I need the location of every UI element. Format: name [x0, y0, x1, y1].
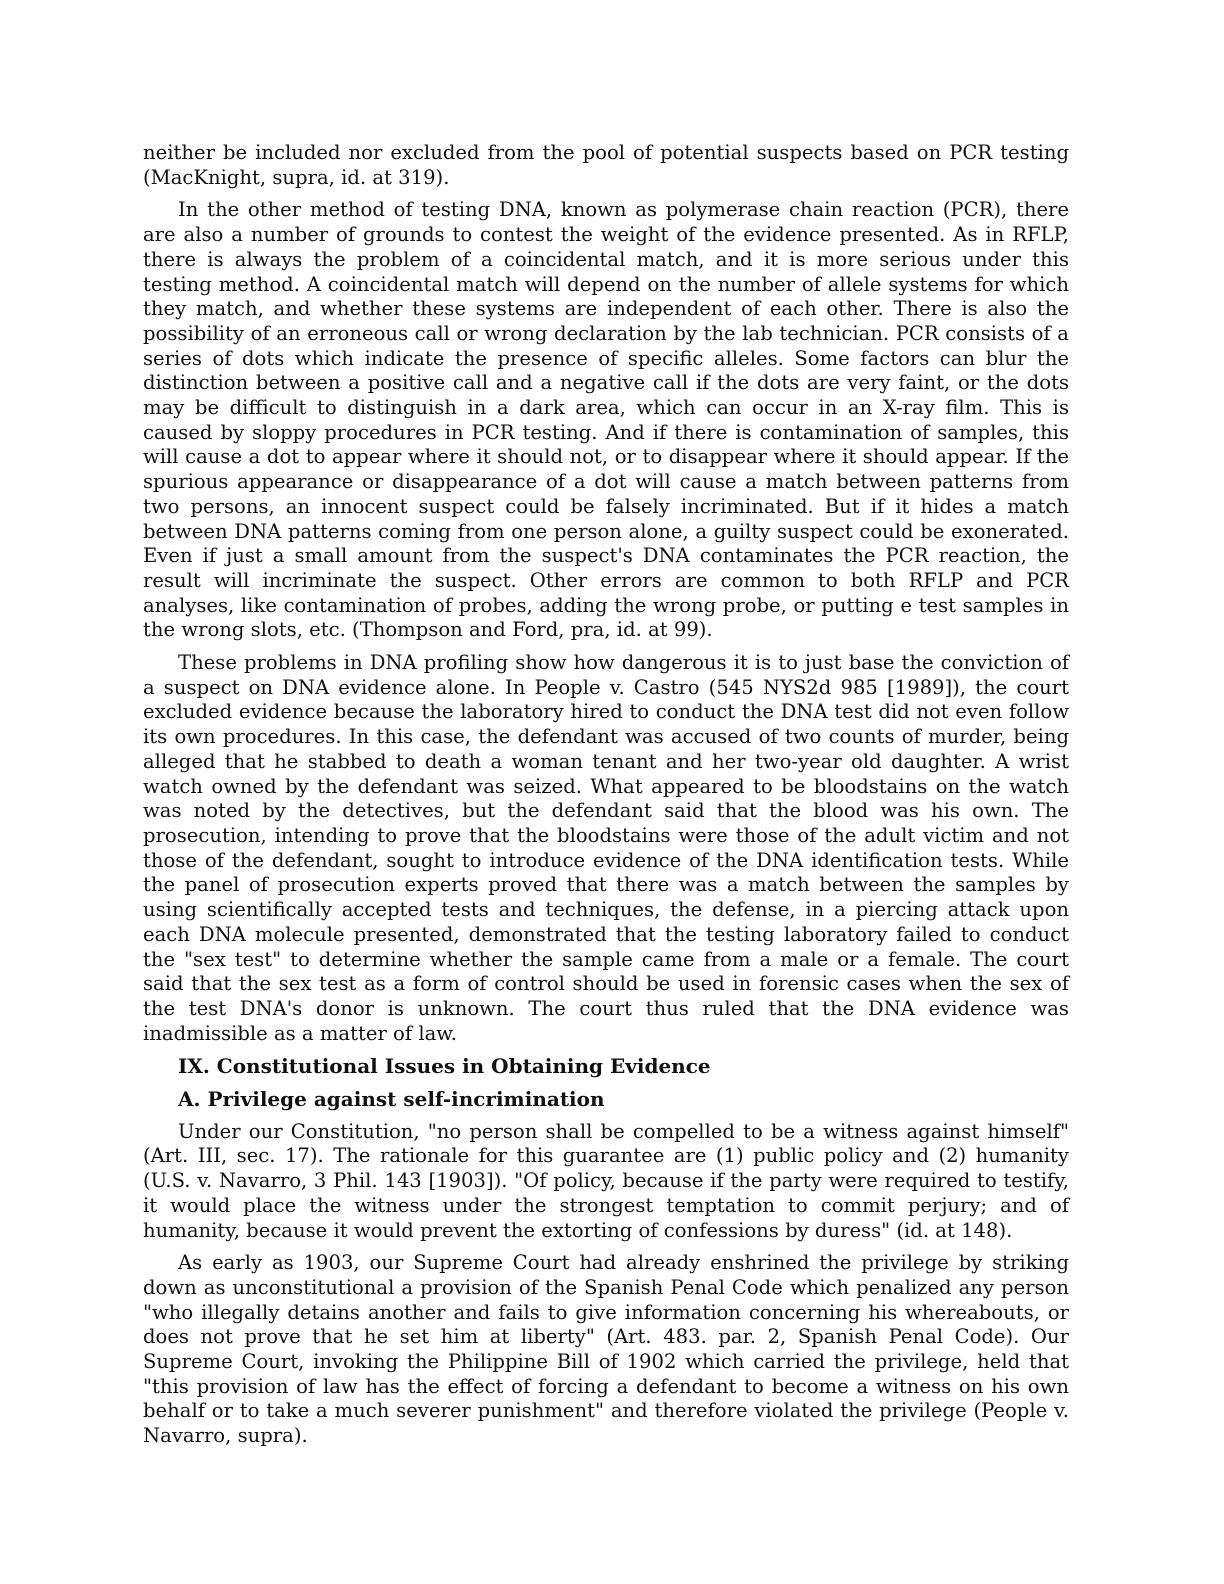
paragraph-early-precedent: As early as 1903, our Supreme Court had already enshrined the privilege by striking down as unconstitutional a provision of the Spanish Penal Code which penalized any person "who illegally detains another and fails to give information concerning his whereabouts, or does not prove that he set him at liberty" (Art. 483. par. 2, Spanish Penal Code). Our Supreme Court, invoking the Philippine Bill of 1902 which carried the privilege, held that "this provision of law has the effect of forcing a defendant to become a witness on his own behalf or to take a much severer punishment" and therefore violated the privilege (People v. Navarro, supra).	[143, 1251, 1069, 1448]
paragraph-constitution: Under our Constitution, "no person shall be compelled to be a witness against himself" (Art. III, sec. 17). The rationale for this guarantee are (1) public policy and (2) humanity (U.S. v. Navarro, 3 Phil. 143 [1903]). "Of policy, because if the party were required to testify, it would place the witness under the strongest temptation to commit perjury; and of humanity, because it would prevent the extorting of confessions by duress" (id. at 148).	[143, 1119, 1069, 1242]
section-heading: IX. Constitutional Issues in Obtaining Evidence	[178, 1054, 711, 1079]
document-page	[143, 141, 1069, 1457]
paragraph-dna-profiling-problems: These problems in DNA profiling show how dangerous it is to just base the conviction of a suspect on DNA evidence alone. In People v. Castro (545 NYS2d 985 [1989]), the court excluded evidence because the laboratory hired to conduct the DNA test did not even follow its own procedures. In this case, the defendant was accused of two counts of murder, being alleged that he stabbed to death a woman tenant and her two-year old daughter. A wrist watch owned by the defendant was seized. What appeared to be bloodstains on the watch was noted by the detectives, but the defendant said that the blood was his own. The prosecution, intending to prove that the bloodstains were those of the adult victim and not those of the defendant, sought to introduce evidence of the DNA identification tests. While the panel of prosecution experts proved that there was a match between the samples by using scientifically accepted tests and techniques, the defense, in a piercing attack upon each DNA molecule presented, demonstrated that the testing laboratory failed to conduct the "sex test" to determine whether the sample came from a male or a female. The court said that the sex test as a form of control should be used in forensic cases when the sex of the test DNA's donor is unknown. The court thus ruled that the DNA evidence was inadmissible as a matter of law.	[143, 651, 1069, 1045]
paragraph-continuation: neither be included nor excluded from the pool of potential suspects based on PCR testing (MacKnight, supra, id. at 319).	[143, 141, 1069, 189]
subsection-heading: A. Privilege against self-incrimination	[178, 1087, 605, 1112]
paragraph-pcr-testing: In the other method of testing DNA, known as polymerase chain reaction (PCR), there are also a number of grounds to contest the weight of the evidence presented. As in RFLP, there is always the problem of a coincidental match, and it is more serious under this testing method. A coincidental match will depend on the number of allele systems for which they match, and whether these systems are independent of each other. There is also the possibility of an erroneous call or wrong declaration by the lab technician. PCR consists of a series of dots which indicate the presence of specific alleles. Some factors can blur the distinction between a positive call and a negative call if the dots are very faint, or the dots may be difficult to distinguish in a dark area, which can occur in an X-ray film. This is caused by sloppy procedures in PCR testing. And if there is contamination of samples, this will cause a dot to appear where it should not, or to disappear where it should appear. If the spurious appearance or disappearance of a dot will cause a match between patterns from two persons, an innocent suspect could be falsely incriminated. But if it hides a match between DNA patterns coming from one person alone, a guilty suspect could be exonerated. Even if just a small amount from the suspect's DNA contaminates the PCR reaction, the result will incriminate the suspect. Other errors are common to both RFLP and PCR analyses, like contamination of probes, adding the wrong probe, or putting e test samples in the wrong slots, etc. (Thompson and Ford, pra, id. at 99).	[143, 198, 1069, 642]
